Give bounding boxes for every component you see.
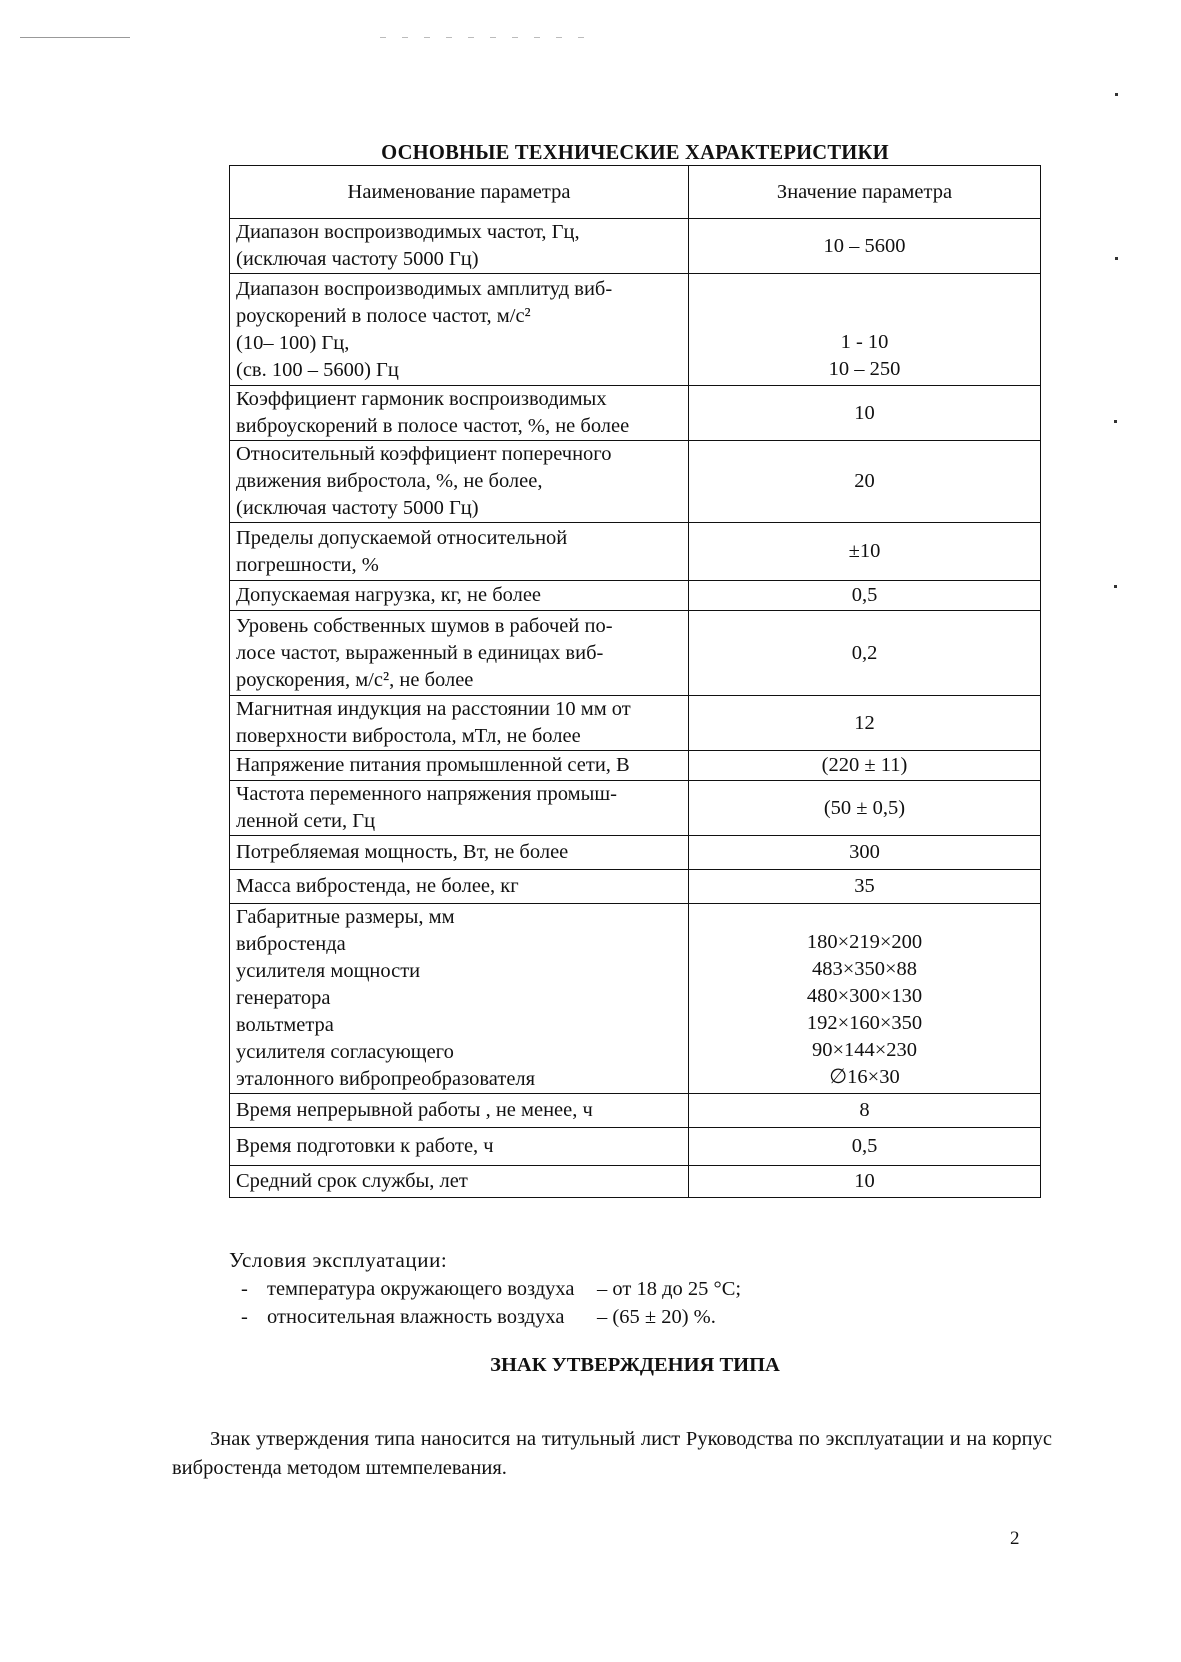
parameter-value-line: 0,2	[851, 641, 878, 664]
parameter-name-line: погрешности, %	[236, 553, 379, 576]
parameter-value	[689, 274, 1041, 386]
parameter-name-line: поверхности вибростола, мТл, не более	[236, 725, 581, 747]
condition-item	[229, 1303, 741, 1331]
parameter-name-line: Масса вибростенда, не более, кг	[236, 875, 519, 897]
parameter-value-line: 300	[849, 841, 880, 863]
parameter-value-line: 10 – 5600	[823, 234, 906, 257]
parameter-name	[230, 581, 689, 611]
parameter-value	[689, 1094, 1041, 1128]
parameter-value-line: 10	[854, 1170, 875, 1192]
parameter-value-line: 35	[854, 875, 875, 897]
scan-speck	[1115, 257, 1118, 260]
parameter-name-line: Магнитная индукция на расстоянии 10 мм от	[236, 698, 631, 720]
scan-artifact-line	[380, 37, 600, 38]
parameter-value-line: 180×219×200	[806, 931, 923, 953]
parameter-value	[689, 523, 1041, 581]
parameter-name	[230, 441, 689, 523]
scan-speck	[1114, 585, 1117, 588]
condition-value: – (65 ± 20) %.	[597, 1306, 716, 1328]
parameter-name-line: вибростенда	[236, 933, 346, 955]
parameter-name	[230, 1094, 689, 1128]
parameter-value-line: (50 ± 0,5)	[823, 796, 906, 819]
parameter-name-line: движения вибростола, %, не более,	[236, 470, 543, 492]
parameter-name-line: усилителя мощности	[236, 960, 421, 982]
parameter-name	[230, 523, 689, 581]
operating-conditions	[229, 1246, 741, 1331]
parameter-value-line: 8	[859, 1099, 870, 1121]
parameter-name-line: роускорений в полосе частот, м/с²	[236, 304, 531, 327]
parameter-value	[689, 441, 1041, 523]
parameter-value-line: 20	[854, 470, 875, 492]
table-header-row	[230, 166, 1041, 219]
parameter-value	[689, 751, 1041, 781]
table-row	[230, 870, 1041, 904]
table-row	[230, 696, 1041, 751]
table-row	[230, 581, 1041, 611]
parameter-value-line: 480×300×130	[806, 985, 923, 1007]
parameter-name-line: (св. 100 – 5600) Гц	[236, 358, 399, 381]
parameter-name	[230, 870, 689, 904]
parameter-name-line: Уровень собственных шумов в рабочей по-	[236, 614, 613, 637]
parameter-value	[689, 781, 1041, 836]
parameter-name-line: роускорения, м/с², не более	[236, 668, 474, 691]
section-title-type-approval: ЗНАК УТВЕРЖДЕНИЯ ТИПА	[490, 1354, 780, 1376]
type-approval-paragraph: Знак утверждения типа наносится на титульный лист Руководства по эксплуатации и на корпус вибростенда методом штемпелевания.	[172, 1428, 1052, 1479]
parameter-name-line: виброускорений в полосе частот, %, не более	[236, 415, 630, 437]
parameter-name	[230, 1166, 689, 1198]
table-row	[230, 441, 1041, 523]
parameter-name-line: лосе частот, выраженный в единицах виб-	[236, 641, 604, 664]
parameter-name	[230, 904, 689, 1094]
parameter-name-line: (исключая частоту 5000 Гц)	[236, 497, 479, 519]
parameter-value-line: ∅16×30	[829, 1066, 900, 1088]
list-dash: -	[241, 1306, 248, 1328]
specifications-table	[229, 165, 1041, 1198]
parameter-value-line: 10 – 250	[828, 358, 901, 380]
scan-speck	[1115, 93, 1118, 96]
header-parameter-value: Значение параметра	[689, 166, 1041, 219]
parameter-name-line: Габаритные размеры, мм	[236, 906, 455, 928]
parameter-value	[689, 904, 1041, 1094]
parameter-name-line: (исключая частоту 5000 Гц)	[236, 248, 479, 270]
condition-value: – от 18 до 25 °C;	[597, 1278, 742, 1300]
parameter-value-line: 483×350×88	[811, 958, 918, 980]
table-row	[230, 1166, 1041, 1198]
condition-label: относительная влажность воздуха	[267, 1306, 565, 1328]
parameter-name	[230, 781, 689, 836]
parameter-name-line: (10– 100) Гц,	[236, 331, 350, 354]
parameter-name-line: Потребляемая мощность, Вт, не более	[236, 841, 569, 863]
page-number: 2	[1010, 1528, 1020, 1549]
condition-label: температура окружающего воздуха	[267, 1278, 575, 1300]
document-title: ОСНОВНЫЕ ТЕХНИЧЕСКИЕ ХАРАКТЕРИСТИКИ	[381, 140, 889, 164]
parameter-name	[230, 1128, 689, 1166]
parameter-value-line: 0,5	[851, 1135, 878, 1157]
parameter-name-line: Диапазон воспроизводимых частот, Гц,	[236, 221, 580, 243]
table-body	[230, 219, 1041, 1198]
table-row	[230, 611, 1041, 696]
parameter-name	[230, 219, 689, 274]
parameter-value-line: 0,5	[851, 584, 878, 606]
parameter-name-line: Время непрерывной работы , не менее, ч	[236, 1099, 593, 1121]
parameter-value-line: ±10	[848, 540, 881, 562]
scan-artifact-line	[20, 37, 130, 38]
conditions-heading: Условия эксплуатации:	[229, 1248, 448, 1272]
table-row	[230, 386, 1041, 441]
parameter-name	[230, 696, 689, 751]
parameter-name	[230, 836, 689, 870]
parameter-name-line: Коэффициент гармоник воспроизводимых	[236, 388, 607, 410]
parameter-value	[689, 870, 1041, 904]
parameter-name-line: Средний срок службы, лет	[236, 1170, 468, 1192]
parameter-value	[689, 581, 1041, 611]
parameter-name	[230, 611, 689, 696]
parameter-name-line: генератора	[236, 987, 331, 1009]
table-row	[230, 836, 1041, 870]
parameter-name-line: ленной сети, Гц	[236, 810, 376, 832]
condition-item	[229, 1275, 741, 1303]
parameter-name	[230, 751, 689, 781]
parameter-value-line: 12	[854, 711, 875, 734]
parameter-name	[230, 274, 689, 386]
parameter-name-line: Диапазон воспроизводимых амплитуд виб-	[236, 277, 613, 300]
parameter-value-line: 192×160×350	[806, 1012, 923, 1034]
parameter-name-line: Напряжение питания промышленной сети, В	[236, 754, 630, 776]
parameter-name	[230, 386, 689, 441]
table-row	[230, 523, 1041, 581]
parameter-value-line: (220 ± 11)	[821, 754, 908, 776]
parameter-value-line: 1 - 10	[840, 331, 889, 353]
table-row	[230, 904, 1041, 1094]
scan-speck	[1114, 420, 1117, 423]
table-row	[230, 781, 1041, 836]
parameter-name-line: Пределы допускаемой относительной	[236, 526, 568, 549]
parameter-value	[689, 696, 1041, 751]
parameter-name-line: Относительный коэффициент поперечного	[236, 443, 612, 465]
table-row	[230, 1128, 1041, 1166]
table-row	[230, 751, 1041, 781]
parameter-value-line: 10	[854, 401, 875, 424]
parameter-value	[689, 611, 1041, 696]
table-row	[230, 274, 1041, 386]
parameter-name-line: Частота переменного напряжения промыш-	[236, 783, 617, 805]
parameter-name-line: вольтметра	[236, 1014, 334, 1036]
parameter-name-line: эталонного вибропреобразователя	[236, 1068, 536, 1090]
header-parameter-name: Наименование параметра	[230, 166, 689, 219]
parameter-name-line: Допускаемая нагрузка, кг, не более	[236, 584, 542, 606]
table-row	[230, 219, 1041, 274]
parameter-value	[689, 219, 1041, 274]
list-dash: -	[241, 1278, 248, 1300]
parameter-value	[689, 386, 1041, 441]
parameter-value	[689, 1166, 1041, 1198]
parameter-name-line: Время подготовки к работе, ч	[236, 1135, 494, 1157]
parameter-name-line: усилителя согласующего	[236, 1041, 454, 1063]
parameter-value	[689, 1128, 1041, 1166]
parameter-value-line: 90×144×230	[811, 1039, 918, 1061]
table-row	[230, 1094, 1041, 1128]
parameter-value	[689, 836, 1041, 870]
